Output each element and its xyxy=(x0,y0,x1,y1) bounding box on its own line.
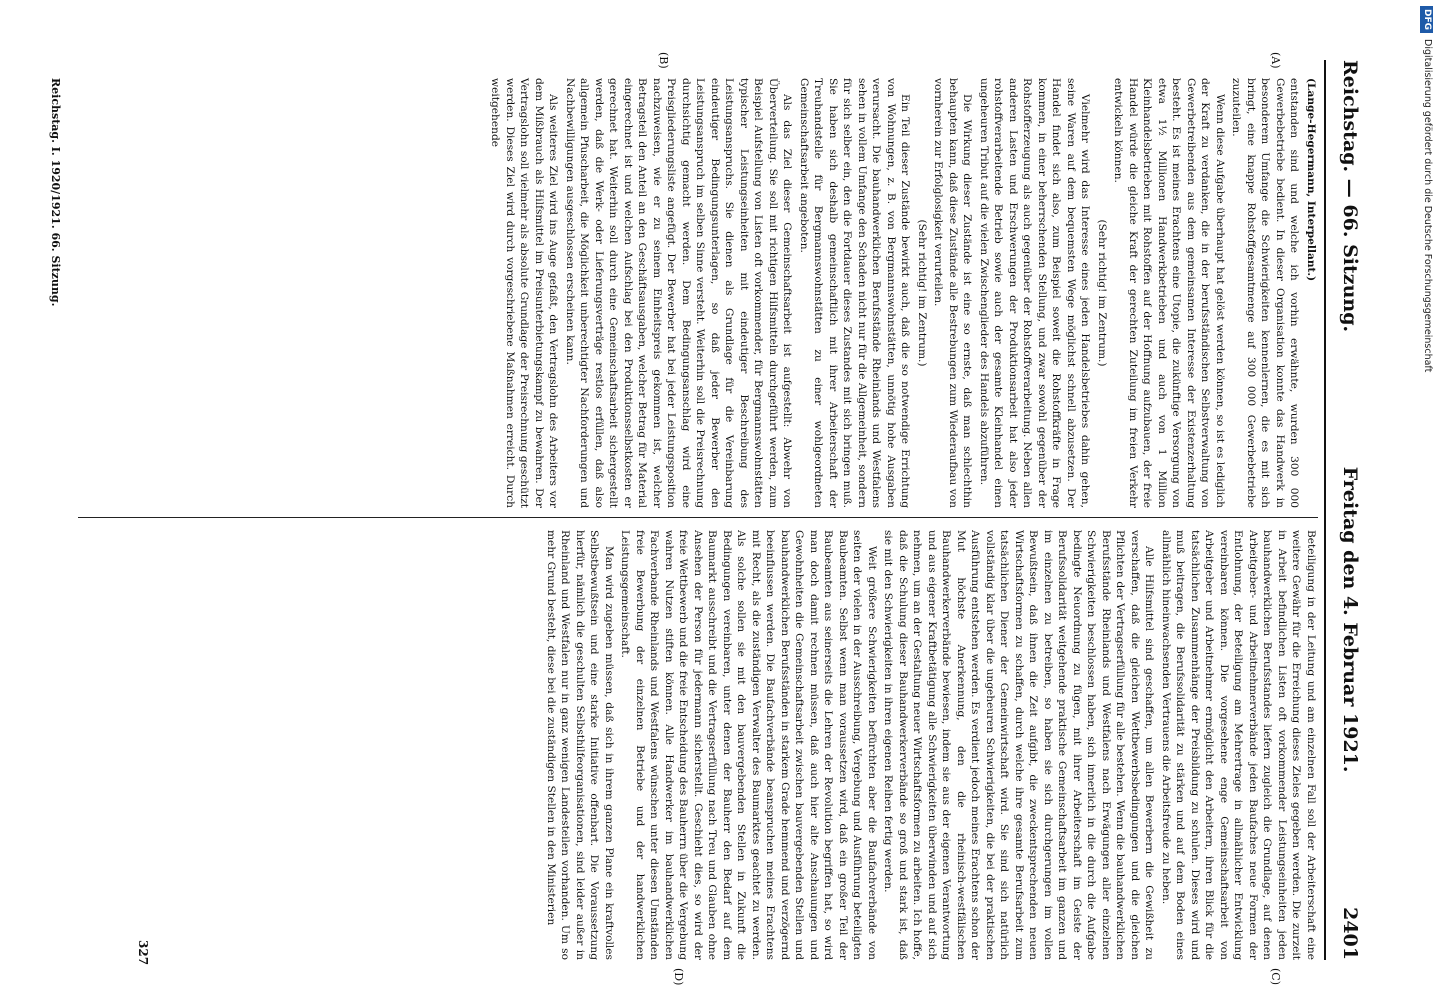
side-credit xyxy=(1420,6,1434,996)
paragraph: Wenn diese Aufgabe überhaupt hat gelöst werden können, so ist es lediglich der Kraft zu verdanken, die in der berufsständischen Selbstverwaltung von Gewerbetreibenden aus dem gemeinsamen Interesse der Existenzerhaltung besteht. Es ist meines Erachtens eine Utopie, die zukünftige Versorgung von etwa 1½ Millionen Handwerkbetrieben und auch von 1 Million Kleinhandelsbetrieben mit Rohstoffen auf der Hoffnung aufzubauen, der freie Handel würde die gleiche Kraft der gerechten Zuteilung im freien Verkehr entwickeln können. xyxy=(1112,78,1226,508)
margin-marker-c: (C) xyxy=(1269,968,1282,985)
paragraph: Alle Hilfsmittel sind geschaffen, um allen Bewerbern die Gewißheit zu verschaffen, daß die gleichen Wettbewerbsbedingungen und die gleichen Pflichten der Vertragserfüllung für alle bestehen. Wenn die bauhandwerklichen Berufsstände Rheinlands und Westfalens nach Erwägungen aller einzelnen Schwierigkeiten beschlossen haben, sich innerlich in die durch die Aufgabe bedingte Neuordnung zu fügen, mit ihrer Arbeiterschaft im Geiste der Berufssolidarität weitgehende praktische Gemeinschaftsarbeit im ganzen und im einzelnen zu betreiben, so haben sie sich durchgerungen im vollen Bewußtsein, daß ihnen die Zeit aufgibt, die zweckentsprechenden neuen Wirtschaftsformen zu schaffen, durch welche ihre gesamte Berufsarbeit zum tatsächlichen Diener der Gemeinwirtschaft wird. Sie sind sich natürlich vollständig klar über die ungeheuren Schwierigkeiten, die bei der praktischen Ausführung entstehen werden. Es verdient jedoch meines Erachtens schon der Mut höchste Anerkennung, den die rheinisch-westfälischen Bauhandwerkerverbände bewiesen, indem sie aus der eigenen Verantwortung und aus eigener Kraftbetätigung alle Schwierigkeiten überwinden und auf sich nehmen, um an der Gestaltung neuer Wirtschaftsformen zu arbeiten. Ich hoffe, daß die Schulung dieser Bauhandwerkerverbände so groß und stark ist, daß sie mit den Schwierigkeiten in ihren eigenen Reihen fertig werden. xyxy=(882,530,1156,960)
paragraph: Ein Teil dieser Zustände bewirkt auch, daß die so notwendige Errichtung von Wohnungen, z. B. von Bergmannswohnstätten, unnötig hohe Ausgaben verursacht. Die bauhandwerklichen Berufsstände Rheinlands und Westfalens sehen in vollem Umfange den Schaden nicht nur für die Allgemeinheit, sondern für sich selber ein, den die Fortdauer dieses Zustandes mit sich bringen muß. Sie haben sich deshalb gemeinschaftlich mit ihrer Arbeiterschaft der Treuhandstelle für Bergmannswohnstätten zu einer wohlgeordneten Gemeinschaftsarbeit angeboten. xyxy=(798,78,912,508)
running-head-left: Reichstag. — 66. Sitzung. xyxy=(1339,60,1361,333)
column-rule xyxy=(78,517,1318,518)
side-credit-line xyxy=(1420,6,1434,996)
footer-page-number: 327 xyxy=(136,940,150,966)
left-column xyxy=(73,78,1318,508)
margin-marker-d: (D) xyxy=(672,968,685,986)
running-head xyxy=(1330,60,1370,960)
dfg-logo: DFG xyxy=(1421,6,1434,33)
paragraph: entstanden sind und welche ich vorhin erwähnte, wurden 300 000 Gewerbebetriebe bedient. In dieser Organisation konnte das Handwerk in besonderem Umfange die Schwierigkeiten kennenlernen, die es mit sich bringt, eine knappe Rohstoffgesamtmenge auf 300 000 Gewerbebetriebe zuzuteilen. xyxy=(1230,78,1301,508)
credit-text: Digitalisierung gefördert durch die Deutsche Forschungsgemeinschaft xyxy=(1422,39,1433,373)
paragraph: Vielmehr wird das Interesse eines jeden Handelsbetriebes dahin gehen, seine Waren auf dem bequemsten Wege möglichst schnell abzusetzen. Der Handel findet sich also, zum Beispiel soweit die Rohstoffkräfte in Frage kommen, in einer beherrschenden Stellung, und zwar sowohl gegenüber der Rohstofferzeugung als auch gegenüber der Rohstoffverarbeitung. Neben allen anderen Lasten und Erschwerungen der Produktionsarbeit hat also jeder rohstoffverarbeitende Betrieb sowie auch der gesamte Kleinhandel einen ungeheuren Tribut auf die vielen Zwischenglieder des Handels abzuführen. xyxy=(978,78,1092,508)
footer-signature: Reichstag. I. 1920/1921. 66. Sitzung. xyxy=(49,78,62,307)
paragraph: Die Wirkung dieser Zustände ist eine so ernste, daß man schlechthin behaupten kann, daß diese Zustände alle Bestrebungen zum Wiederaufbau von vornherein zur Erfolglosigkeit verurteilen. xyxy=(932,78,974,508)
interjection: (Sehr richtig! im Zentrum.) xyxy=(1096,219,1108,367)
paragraph: Als weiteres Ziel wird ins Auge gefaßt, den Vertragslohn des Arbeiters vor dem Mißbrauch als Hilfsmittel im Preisunterbietungskampf zu bewahren. Der Vertragslohn soll vielmehr als absolute Grundlage der Preisrechnung geschützt werden. Dieses Ziel wird durch vorgeschriebene Maßnahmen erreicht. Durch weitgehende xyxy=(489,78,560,508)
paragraph: Man wird zugeben müssen, daß sich in ihrem ganzen Plane ein kraftvolles Selbstbewußtsein und eine starke Initiative offenbart. Die Voraussetzung hierfür, nämlich die geschulten Selbsthilfeorganisationen, sind leider außer in Rheinland und Westfalen nur in ganz wenigen Landesteilen vorhanden. Um so mehr Grund besteht, diese bei die zuständigen Stellen in den Ministerien xyxy=(545,530,615,960)
head-rule xyxy=(1324,60,1326,960)
right-column xyxy=(158,530,1318,960)
paragraph: Weit größere Schwierigkeiten befürchten aber die Baufachverbände von seiten der vielen in der Ausschreibung, Vergebung und Ausführung beteiligten Baubeamten. Selbst wenn man voraussetzen wird, daß ein großer Teil der Baubeamten aus seinerseits die Lehren der Revolution begriffen hat, so wird man doch damit rechnen müssen, daß auch hier alte Anschauungen und Gewohnheiten die Gemeinschaftsarbeit zwischen bauvergebenden Stellen und bauhandwerklichen Berufsständen in starkem Grade hemmend und verzögernd beeinflussen werden. Die Baufachverbände beanspruchen meines Erachtens mit Recht, als die zuständigen Verwalter des Baumarktes geachtet zu werden. Als solche sollen sie mit den bauvergebenden Stellen in Zukunft die Bedingungen vereinbaren, unter denen der Bauherr den Bedarf auf dem Baumarkt ausschreibt und die Vertragserfüllung nach Treu und Glauben ohne Ansehen der Person für jedermann sicherstellt. Geschieht dies, so wird der freie Wettbewerb und die freie Entscheidung des Bauherrn über die Vergebung wahren Nutzen stiften können. Alle Handwerker im bauhandwerklichen Fachverbande Rheinlands und Westfalens wünschen unter diesen Umständen freie Bewerbung der einzelnen Betriebe und der handwerklichen Leistungsgemeinschaft. xyxy=(619,530,878,960)
speaker-line: (Lange-Hegermann, Interpellant.) xyxy=(1305,78,1317,282)
paragraph: Als das Ziel dieser Gemeinschaftsarbeit ist aufgestellt: Abwehr von Überverteilung. Sie soll mit richtigen Hilfsmitteln durchgeführt werden, zum Beispiel Aufstellung von Listen oft vorkommender, für Bergmannswohnstätten typischer Leistungseinheiten mit eindeutiger Beschreibung des Leistungsanspruchs. Sie dienen als Grundlage für die Vereinbarung eindeutiger Bedingungsunterlagen, so daß jeder Bewerber den Leistungsanspruch im selben Sinne versteht. Weiterhin soll die Preisrechnung durchsichtig gemacht werden. Dem Bedingungsanschlag wird eine Preisgliederungsliste angefügt. Der Bewerber hat bei jeder Leistungsposition nachzuweisen, wie er zu seinem Einheitspreis gekommen ist, welcher Betragsteil den Anteil an den Geschäftsausgaben, welcher Betrag für Material eingerechnet ist und welchen Aufschlag bei den Produktionsselbstkosten er gerechnet hat. Weiterhin soll durch eine Gemeinschaftsarbeit sichergestellt werden, daß die Werk- oder Lieferungsverträge restlos erfüllen, daß also allgemein Pfuscharbeit, die Möglichkeit unberechtigter Nachforderungen und Nachbewilligungen ausgeschlossen erscheinen kann. xyxy=(564,78,794,508)
running-head-date: Freitag den 4. Februar 1921. xyxy=(1339,466,1361,773)
running-head-page-number: 2401 xyxy=(1339,907,1361,960)
interjection: (Sehr richtig! im Zentrum.) xyxy=(916,219,928,367)
margin-marker-b: (B) xyxy=(657,52,670,69)
paragraph: Beteiligung in der Leitung und am einzelnen Fall soll der Arbeiterschaft eine weitere Gewähr für die Erreichung dieses Zieles gegeben werden. Die zurzeit in Arbeit befindlichen Listen oft vorkommender Leistungseinheiten jeden bauhandwerklichen Berufsstandes liefern zugleich die Grundlage, auf denen Arbeitgeber- und Arbeitnehmerverbände jeden Baufaches neue Formen der Entlohnung, der Beteiligung am Mehrertrage in allmählicher Entwicklung vereinbaren können. Die vorgesehene enge Gemeinschaftsarbeit von Arbeitgeber und Arbeitnehmer ermöglicht den Arbeitern, ihren Blick für die tatsächlichen Zusammenhänge der Preisbildung zu schulen. Dieses wird und muß beitragen, die Berufssolidarität zu stärken und auf dem Boden eines allmählich hineinwachsenden Vertrauens die Arbeitsfreude zu heben. xyxy=(1160,530,1317,960)
margin-marker-a: (A) xyxy=(1269,52,1282,69)
